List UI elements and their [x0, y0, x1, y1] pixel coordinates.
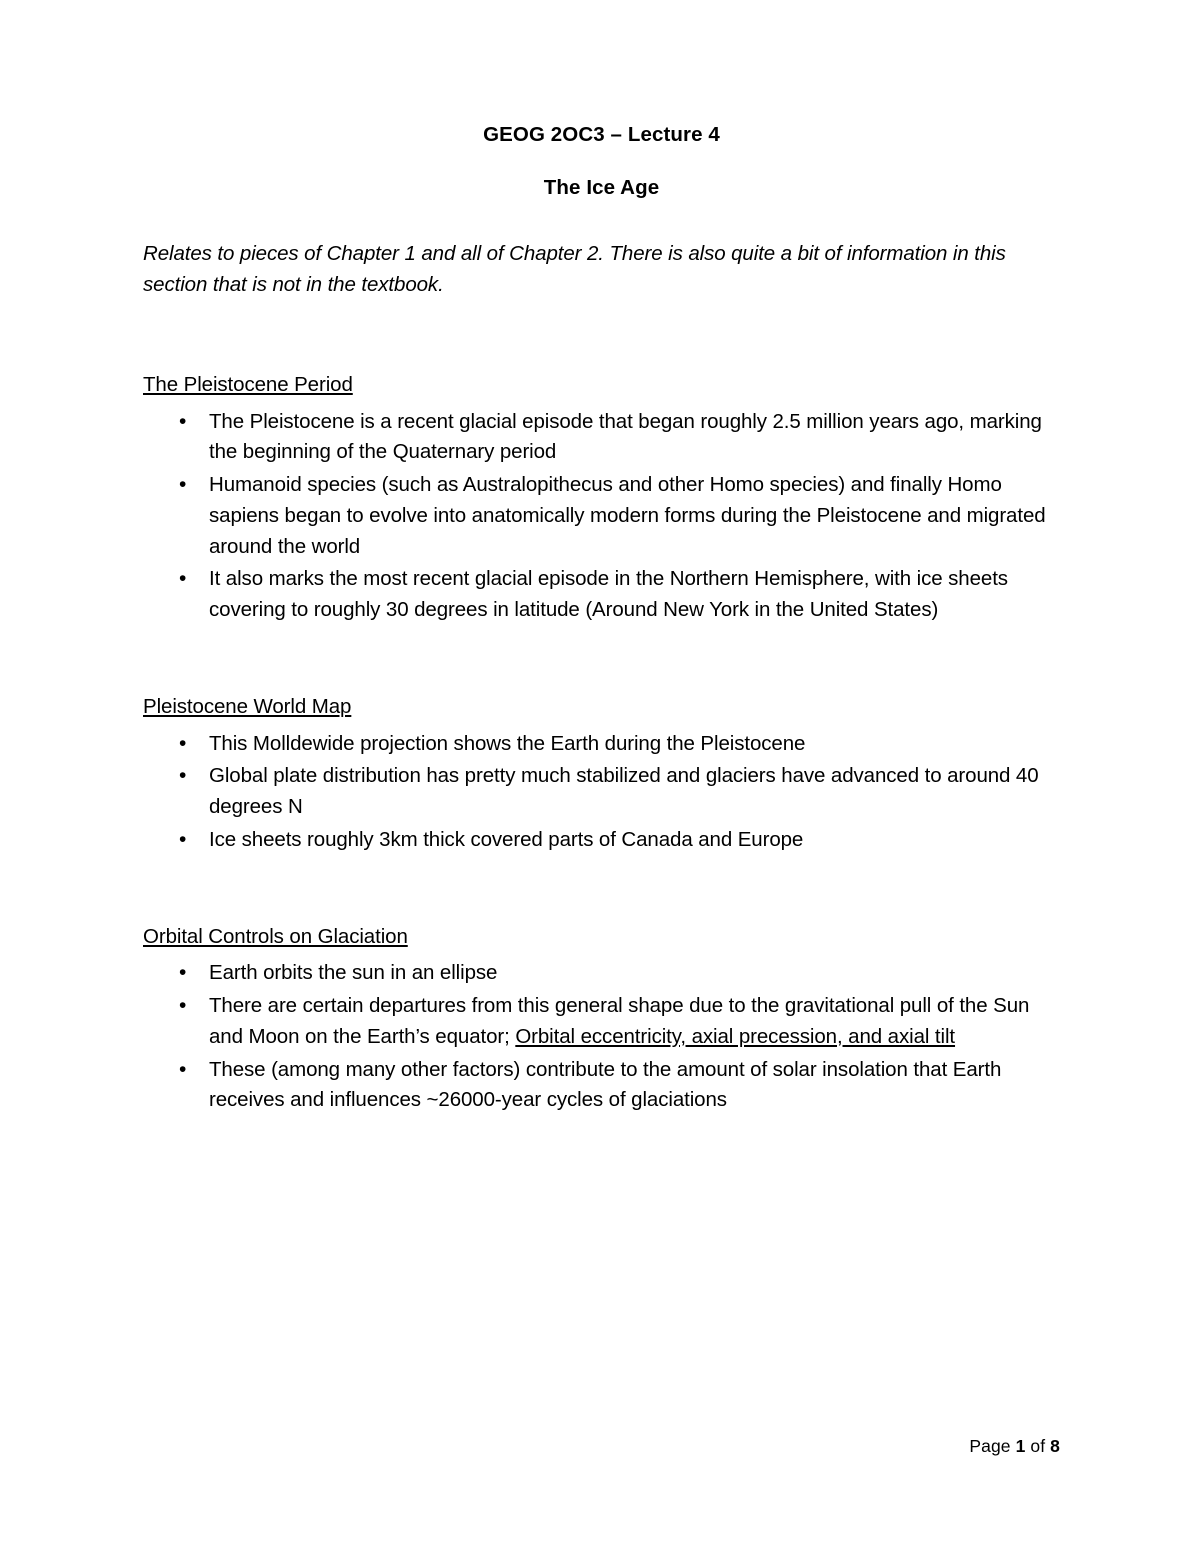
- document-title: GEOG 2OC3 – Lecture 4: [483, 123, 720, 146]
- footer-middle: of: [1025, 1436, 1051, 1456]
- list-item: • Humanoid species (such as Australopithecus and other Homo species) and finally Homo sapiens began to evolve into anatomically modern forms during the Pleistocene and migrated around the world: [143, 470, 1060, 562]
- list-item: • Ice sheets roughly 3km thick covered parts of Canada and Europe: [143, 825, 1060, 856]
- spacer: [143, 300, 1060, 370]
- underlined-phrase: Orbital eccentricity, axial precession, and axial tilt: [515, 1024, 956, 1048]
- footer-current-page: 1: [1015, 1436, 1026, 1456]
- section-pleistocene-period: [143, 370, 1060, 626]
- section-orbital-controls-on-glaciation: [143, 922, 1060, 1117]
- list-item: • Global plate distribution has pretty much stabilized and glaciers have advanced to around 40 degrees N: [143, 761, 1060, 823]
- list-item: [143, 991, 1060, 1053]
- bullet-list: [143, 407, 1060, 626]
- list-item: • The Pleistocene is a recent glacial episode that began roughly 2.5 million years ago, marking the beginning of the Quaternary period: [143, 407, 1060, 469]
- section-pleistocene-world-map: [143, 692, 1060, 856]
- list-item: • These (among many other factors) contribute to the amount of solar insolation that Earth receives and influences ~26000-year cycles of glaciations: [143, 1055, 1060, 1117]
- footer-total-pages: 8: [1050, 1436, 1060, 1456]
- footer-prefix: Page: [969, 1436, 1016, 1456]
- bullet-list: [143, 729, 1060, 856]
- spacer: [143, 626, 1060, 692]
- list-item: • Earth orbits the sun in an ellipse: [143, 958, 1060, 989]
- spacer: [143, 856, 1060, 922]
- list-item: • This Molldewide projection shows the Earth during the Pleistocene: [143, 729, 1060, 760]
- page-footer: [969, 1436, 1060, 1457]
- list-item: • It also marks the most recent glacial episode in the Northern Hemisphere, with ice sheets covering to roughly 30 degrees in latitude (Around New York in the United States): [143, 564, 1060, 626]
- section-heading: Orbital Controls on Glaciation: [143, 924, 408, 948]
- intro-paragraph: Relates to pieces of Chapter 1 and all of Chapter 2. There is also quite a bit of information in this section that is not in the textbook.: [143, 241, 1006, 296]
- section-heading: The Pleistocene Period: [143, 372, 353, 396]
- list-item-text: There are certain departures from this general shape due to the gravitational pull of the Sun and Moon on the Earth’s equator;: [209, 994, 1030, 1048]
- bullet-list: [143, 958, 1060, 1116]
- document-subtitle: The Ice Age: [543, 175, 660, 199]
- section-heading: Pleistocene World Map: [143, 694, 352, 718]
